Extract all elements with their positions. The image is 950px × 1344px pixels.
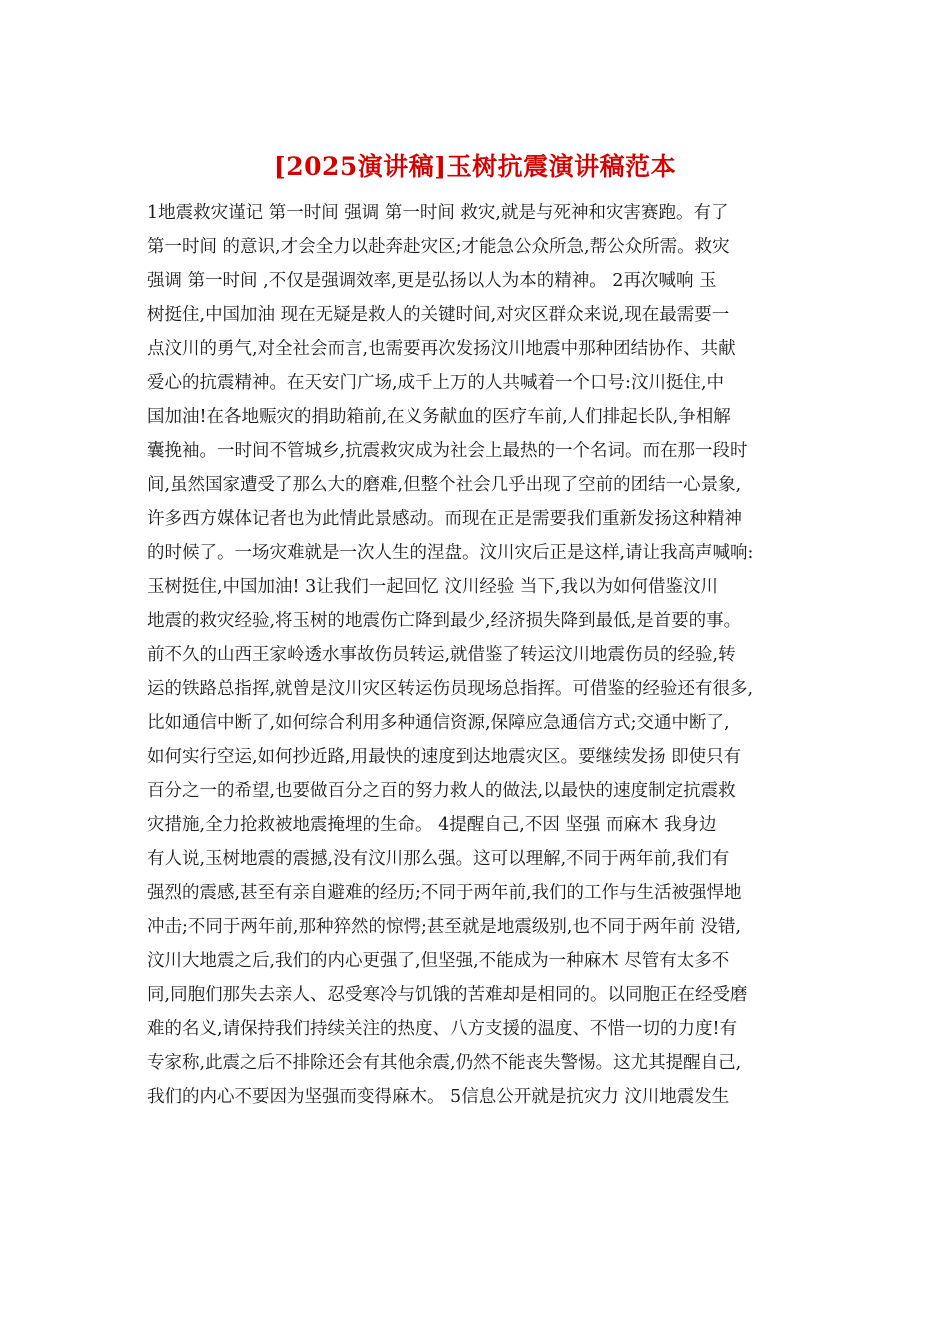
body-line: 难的名义,请保持我们持续关注的热度、八方支援的温度、不惜一切的力度!有 — [147, 1019, 738, 1039]
body-line: 1地震救灾谨记 第一时间 强调 第一时间 救灾,就是与死神和灾害赛跑。有了 — [147, 203, 729, 223]
body-line: 强调 第一时间 ,不仅是强调效率,更是弘扬以人为本的精神。 2再次喊响 玉 — [147, 271, 717, 291]
body-line: 前不久的山西王家岭透水事故伤员转运,就借鉴了转运汶川地震伤员的经验,转 — [147, 645, 736, 665]
body-line: 囊挽袖。一时间不管城乡,抗震救灾成为社会上最热的一个名词。而在那一段时 — [147, 441, 748, 461]
body-line: 冲击;不同于两年前,那种猝然的惊愕;甚至就是地震级别,也不同于两年前 没错, — [147, 917, 742, 937]
body-line: 间,虽然国家遭受了那么大的磨难,但整个社会几乎出现了空前的团结一心景象, — [147, 475, 742, 495]
body-line: 的时候了。一场灾难就是一次人生的涅盘。汶川灾后正是这样,请让我高声喊响: — [147, 543, 754, 563]
body-line: 比如通信中断了,如何综合利用多种通信资源,保障应急通信方式;交通中断了, — [147, 713, 730, 733]
body-line: 如何实行空运,如何抄近路,用最快的速度到达地震灾区。要继续发扬 即使只有 — [147, 747, 742, 767]
body-line: 树挺住,中国加油 现在无疑是救人的关键时间,对灾区群众来说,现在最需要一 — [147, 305, 730, 325]
document-body — [147, 196, 827, 1114]
body-line: 我们的内心不要因为坚强而变得麻木。 5信息公开就是抗灾力 汶川地震发生 — [147, 1087, 730, 1107]
body-line: 地震的救灾经验,将玉树的地震伤亡降到最少,经济损失降到最低,是首要的事。 — [147, 611, 742, 631]
body-line: 汶川大地震之后,我们的内心更强了,但坚强,不能成为一种麻木 尽管有太多不 — [147, 951, 730, 971]
body-line: 许多西方媒体记者也为此情此景感动。而现在正是需要我们重新发扬这种精神 — [147, 509, 742, 529]
body-line: 点汶川的勇气,对全社会而言,也需要再次发扬汶川地震中那种团结协作、共献 — [147, 339, 736, 359]
body-line: 百分之一的希望,也要做百分之百的努力救人的做法,以最快的速度制定抗震救 — [147, 781, 736, 801]
document-title: [2025演讲稿]玉树抗震演讲稿范本 — [273, 152, 677, 181]
body-line: 有人说,玉树地震的震撼,没有汶川那么强。这可以理解,不同于两年前,我们有 — [147, 849, 730, 869]
body-line: 同,同胞们那失去亲人、忍受寒冷与饥饿的苦难却是相同的。以同胞正在经受磨 — [147, 985, 748, 1005]
body-line: 玉树挺住,中国加油! 3让我们一起回忆 汶川经验 当下,我以为如何借鉴汶川 — [147, 577, 718, 597]
body-line: 爱心的抗震精神。在天安门广场,成千上万的人共喊着一个口号:汶川挺住,中 — [147, 373, 725, 393]
body-line: 国加油!在各地赈灾的捐助箱前,在义务献血的医疗车前,人们排起长队,争相解 — [147, 407, 731, 427]
body-line: 灾措施,全力抢救被地震掩埋的生命。 4提醒自己,不因 坚强 而麻木 我身边 — [147, 815, 717, 835]
body-line: 第一时间 的意识,才会全力以赴奔赴灾区;才能急公众所急,帮公众所需。救灾 — [147, 237, 730, 257]
body-line: 运的铁路总指挥,就曾是汶川灾区转运伤员现场总指挥。可借鉴的经验还有很多, — [147, 679, 754, 699]
body-line: 强烈的震感,甚至有亲自避难的经历;不同于两年前,我们的工作与生活被强悍地 — [147, 883, 742, 903]
body-line: 专家称,此震之后不排除还会有其他余震,仍然不能丧失警惕。这尤其提醒自己, — [147, 1053, 742, 1073]
